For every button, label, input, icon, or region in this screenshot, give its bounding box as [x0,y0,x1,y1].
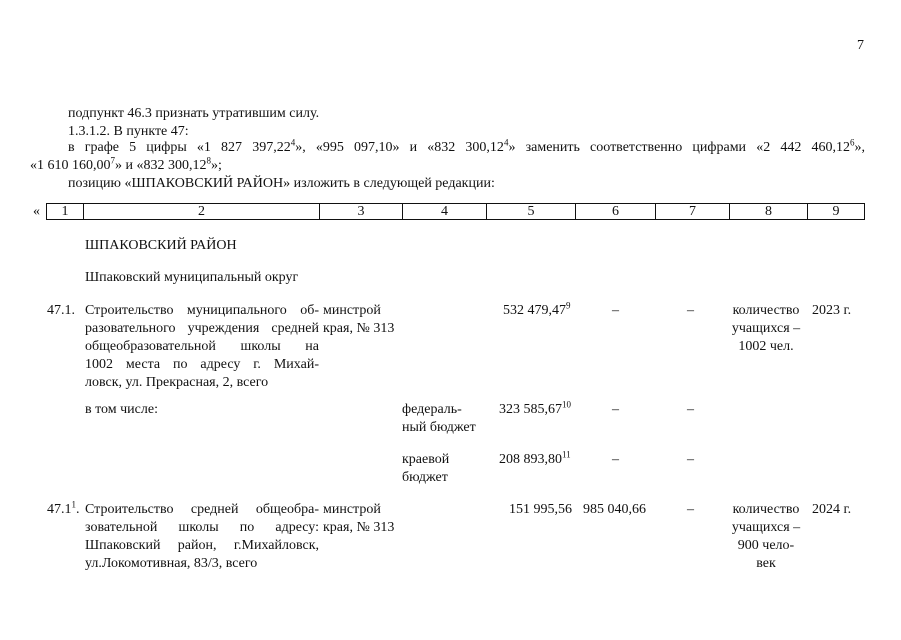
column-header-2: 2 [84,204,320,220]
row2-number: 47.1$^1$. [47,499,80,517]
column-header-4: 4 [403,204,487,220]
column-header-9: 9 [808,204,865,220]
intro-line-1: подпункт 46.3 признать утратившим силу. [68,106,320,121]
row-col7: – [687,303,694,318]
column-header-8: 8 [730,204,808,220]
row-year: 2023 г. [812,303,852,318]
federal-budget-label: федераль- ный бюджет [402,402,476,435]
row-customer: минстрой края, № 313 [323,303,395,336]
column-header-6: 6 [576,204,656,220]
row2-amount: 151 995,56 [509,502,572,517]
federal-col6: – [612,402,619,417]
intro-line-3: в графе 5 цифры «1 827 397,22$^4$», «995 097,10» и «832 300,12$^4$» заменить соответственно цифрами «2 442 460,12$^6$», [68,137,865,155]
including-label: в том числе: [85,402,158,417]
column-header-table [46,203,865,220]
municipality-title: Шпаковский муниципальный округ [85,270,299,285]
row-result: количество учащихся – 1002 чел. [731,303,801,354]
column-header-5: 5 [487,204,576,220]
regional-col7: – [687,452,694,467]
row2-col6: 985 040,66 [583,502,646,517]
row2-name: Строительство средней общеобра- зовательной школы по адресу: Шпаковский район, г.Михайловск, ул.Локомотивная, 83/3, всего [85,502,319,571]
regional-amount: 208 893,80$^{11}$ [499,449,571,467]
regional-budget-label: краевой бюджет [402,452,450,485]
open-quote: « [33,204,40,219]
column-header-1: 1 [47,204,84,220]
column-header-3: 3 [320,204,403,220]
federal-col7: – [687,402,694,417]
intro-line-5: позицию «ШПАКОВСКИЙ РАЙОН» изложить в следующей редакции: [68,176,495,191]
regional-col6: – [612,452,619,467]
intro-line-2: 1.3.1.2. В пункте 47: [68,124,189,139]
intro-line-4: «1 610 160,00$^7$» и «832 300,12$^8$»; [30,155,222,173]
page-number: 7 [857,38,864,53]
column-header-7: 7 [656,204,730,220]
row-col6: – [612,303,619,318]
row2-customer: минстрой края, № 313 [323,502,395,535]
row-amount: 532 479,47$^9$ [503,300,571,318]
row-name: Строительство муниципального об- разовательного учреждения средней общеобразовательной школы на 1002 места по адресу г. Михай- ловск, ул. Прекрасная, 2, всего [85,303,319,390]
row2-result: количество учащихся – 900 чело- век [731,502,801,571]
row-number: 47.1. [47,303,75,318]
district-title: ШПАКОВСКИЙ РАЙОН [85,238,237,253]
row2-year: 2024 г. [812,502,852,517]
federal-amount: 323 585,67$^{10}$ [499,399,571,417]
row2-col7: – [687,502,694,517]
